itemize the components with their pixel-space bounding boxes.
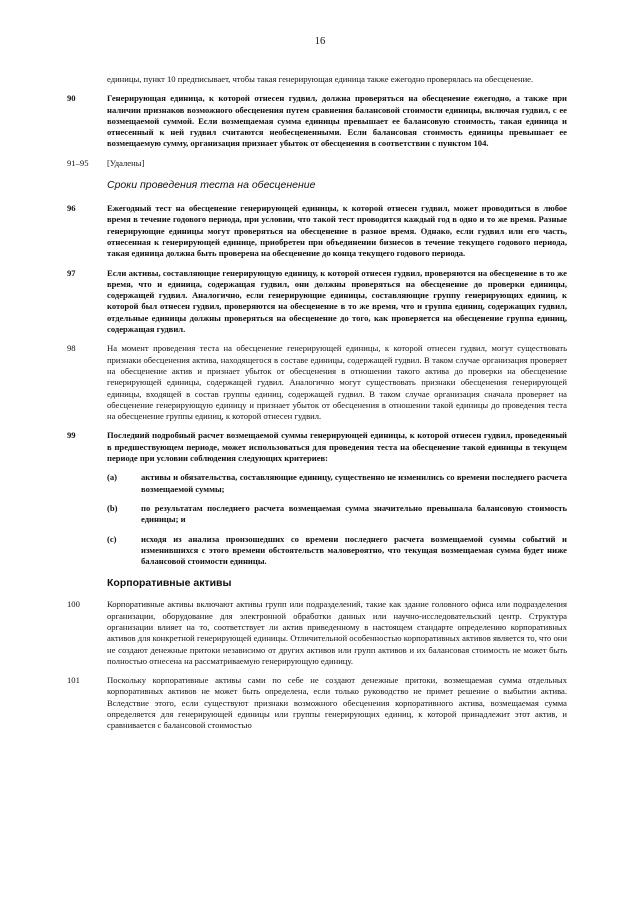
paragraph-number: 91–95 [67, 157, 89, 168]
criterion-c [67, 534, 567, 568]
paragraph-text: Генерирующая единица, к которой отнесен гудвил, должна проверяться на обесценение ежегодно, а также при наличии признаков возможного обесценения путем сравнения балансовой стоимости единицы, включая гудвил, с ее возмещаемой суммой. Если возмещаемая сумма единицы превышает ее балансовую стоимость, такая единица и отнесенный к ней гудвил считаются необесцененными. Если балансовая стоимость единицы превышает ее возмещаемую сумму, организация признает убыток от обесценения в соответствии с пунктом 104. [107, 93, 567, 149]
criterion-label: (a) [107, 472, 118, 483]
paragraph-text: Поскольку корпоративные активы сами по себе не создают денежные притоки, возмещаемая сумма отдельных корпоративных активов не может быть определена, если только руководство не примет решение о выбытии актива. Вследствие этого, если существуют признаки возможного обесценения корпоративного актива, возмещаемая сумма определяется для генерирующей единицы или группы генерирующих единиц, к которой принадлежит этот актив, и сравнивается с балансовой стоимостью [107, 675, 567, 731]
paragraph-96 [67, 203, 567, 259]
paragraph-90 [67, 93, 567, 149]
criterion-text: исходя из анализа произошедших со времени последнего расчета возмещаемой суммы событий и изменившихся с этого времени обстоятельств маловероятно, что текущая возмещаемая сумма будет ниже балансовой стоимости единицы. [141, 533, 567, 567]
paragraph-99 [67, 430, 567, 464]
paragraph-number: 90 [67, 93, 76, 104]
paragraph-91-95 [67, 158, 567, 169]
paragraph-text: Если активы, составляющие генерирующую единицу, к которой отнесен гудвил, проверяются на обесценение в то же время, что и единица, содержащая гудвил, они должны проверяться на обесценение до проверки единицы, содержащей гудвил. Аналогично, если генерирующие единицы, составляющие группу генерирующих единиц, к которой был отнесен гудвил, проверяются на обесценение в то же время, что и группа единиц, содержащих гудвил, отдельные единицы должны проверяться на обесценение до того, как проверяется на обесценение группа единиц, содержащая гудвил. [107, 267, 567, 335]
paragraph-number: 97 [67, 267, 76, 278]
paragraph-text: единицы, пункт 10 предписывает, чтобы такая генерирующая единица также ежегодно проверялась на обесценение. [107, 74, 534, 84]
paragraph-number: 99 [67, 430, 76, 441]
paragraph-text: [Удалены] [107, 157, 145, 168]
criterion-label: (b) [107, 502, 118, 513]
document-body [67, 74, 567, 740]
paragraph-number: 101 [67, 675, 80, 686]
criterion-text: активы и обязательства, составляющие единицу, существенно не изменились со времени последнего расчета возмещаемой суммы; [141, 472, 567, 494]
paragraph-101 [67, 675, 567, 731]
criterion-label: (c) [107, 533, 117, 544]
paragraph-97 [67, 268, 567, 336]
paragraph-number: 96 [67, 203, 76, 214]
paragraph-continuation [67, 74, 567, 85]
paragraph-text: На момент проведения теста на обесценение генерирующей единицы, к которой отнесен гудвил, могут существовать признаки обесценения актива, находящегося в составе единицы, содержащей гудвил. В таком случае организация проверяет на обесценение актив и признает убыток от обесценения в отношении такого актива до проверки на обесценение генерирующей единицы, содержащей гудвил. Аналогично могут существовать признаки обесценения генерирующей единицы, входящей в состав группы единиц, содержащей гудвил. В таком случае организация сначала проверяет на обесценение генерирующую единицу и признает убыток от обесценения в отношении такой единицы до проведения теста на обесценение группы единиц, к которой отнесен гудвил. [107, 343, 567, 422]
paragraph-100 [67, 599, 567, 667]
paragraph-text: Последний подробный расчет возмещаемой суммы генерирующей единицы, к которой отнесен гудвил, проведенный в предшествующем периоде, может использоваться для проведения теста на обесценение такой единицы в текущем периоде при условии соблюдения следующих критериев: [107, 430, 567, 464]
paragraph-number: 100 [67, 599, 80, 610]
section-heading-timing: Сроки проведения теста на обесценение [107, 179, 316, 192]
criterion-b [67, 503, 567, 526]
page-number: 16 [314, 36, 326, 47]
paragraph-text: Корпоративные активы включают активы групп или подразделений, такие как здание головного офиса или подразделения организации, оборудование для электронной обработки данных или научно-исследовательский центр. Структура организации влияет на то, соответствует ли актив приведенному в настоящем стандарте определению корпоративных активов для конкретной генерирующей единицы. Отличительной особенностью корпоративных активов является то, что они не создают денежные притоки независимо от других активов или групп активов и их балансовая стоимость не может быть полностью отнесена на рассматриваемую генерирующую единицу. [107, 599, 567, 666]
criterion-a [67, 472, 567, 495]
paragraph-number: 98 [67, 343, 76, 354]
criterion-text: по результатам последнего расчета возмещаемая сумма значительно превышала балансовую стоимость единицы; и [141, 502, 567, 525]
section-heading-corporate-assets: Корпоративные активы [107, 577, 232, 590]
paragraph-98 [67, 343, 567, 422]
paragraph-text: Ежегодный тест на обесценение генерирующей единицы, к которой отнесен гудвил, может проводиться в любое время в течение годового периода, при условии, что такой тест проводится каждый год в одно и то же время. Разные генерирующие единицы могут проверяться на обесценение в разное время. Однако, если гудвил или его часть, отнесенная к генерирующей единице, приобретен при объединении бизнесов в течение текущего годового периода, такая единица должна быть проверена на обесценение до конца текущего годового периода. [107, 203, 567, 259]
